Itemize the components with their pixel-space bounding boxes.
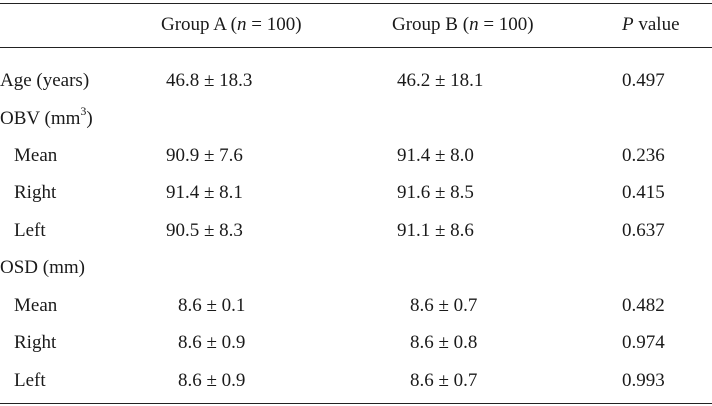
row-osd-mean-group-a: 8.6 ± 0.1 <box>178 295 246 316</box>
row-osd-left-label: Left <box>14 370 46 391</box>
row-obv-left-p: 0.637 <box>622 220 665 241</box>
row-obv-mean-group-b: 91.4 ± 8.0 <box>397 145 474 166</box>
row-osd-right-p: 0.974 <box>622 332 665 353</box>
table-bottom-rule <box>0 403 712 404</box>
section-obv-close: ) <box>86 108 93 129</box>
row-osd-right-group-a: 8.6 ± 0.9 <box>178 332 246 353</box>
header-p-italic: P <box>622 14 634 35</box>
header-p-value <box>622 14 680 36</box>
header-group-b-n: n <box>469 14 479 35</box>
row-age-group-a: 46.8 ± 18.3 <box>166 70 253 91</box>
row-age-p: 0.497 <box>622 70 665 91</box>
section-obv-text: OBV (mm <box>0 108 81 129</box>
row-obv-mean-label: Mean <box>14 145 58 166</box>
row-osd-mean-label: Mean <box>14 295 58 316</box>
row-obv-mean-p: 0.236 <box>622 145 665 166</box>
row-obv-right-group-a: 91.4 ± 8.1 <box>166 182 243 203</box>
header-group-b-prefix: Group B ( <box>392 14 470 35</box>
header-group-a <box>161 14 302 36</box>
section-obv-label <box>0 103 93 130</box>
header-group-a-suffix: = 100) <box>246 14 302 35</box>
row-obv-left-group-a: 90.5 ± 8.3 <box>166 220 243 241</box>
row-osd-left-group-a: 8.6 ± 0.9 <box>178 370 246 391</box>
row-osd-right-label: Right <box>14 332 57 353</box>
row-osd-mean-p: 0.482 <box>622 295 665 316</box>
header-group-a-prefix: Group A ( <box>161 14 237 35</box>
row-obv-right-label: Right <box>14 182 57 203</box>
header-group-b <box>392 14 534 36</box>
table-header-rule <box>0 47 712 48</box>
row-osd-left-p: 0.993 <box>622 370 665 391</box>
row-age-label: Age (years) <box>0 70 90 91</box>
row-obv-right-group-b: 91.6 ± 8.5 <box>397 182 474 203</box>
section-obv-sup: 3 <box>80 103 87 118</box>
table-top-rule <box>0 3 712 4</box>
header-p-suffix: value <box>633 14 680 35</box>
row-obv-left-label: Left <box>14 220 46 241</box>
header-group-b-suffix: = 100) <box>478 14 534 35</box>
row-osd-left-group-b: 8.6 ± 0.7 <box>410 370 478 391</box>
row-osd-right-group-b: 8.6 ± 0.8 <box>410 332 478 353</box>
row-obv-mean-group-a: 90.9 ± 7.6 <box>166 145 243 166</box>
row-osd-mean-group-b: 8.6 ± 0.7 <box>410 295 478 316</box>
section-osd-label: OSD (mm) <box>0 257 85 278</box>
row-obv-right-p: 0.415 <box>622 182 665 203</box>
header-group-a-n: n <box>237 14 247 35</box>
row-obv-left-group-b: 91.1 ± 8.6 <box>397 220 474 241</box>
row-age-group-b: 46.2 ± 18.1 <box>397 70 484 91</box>
